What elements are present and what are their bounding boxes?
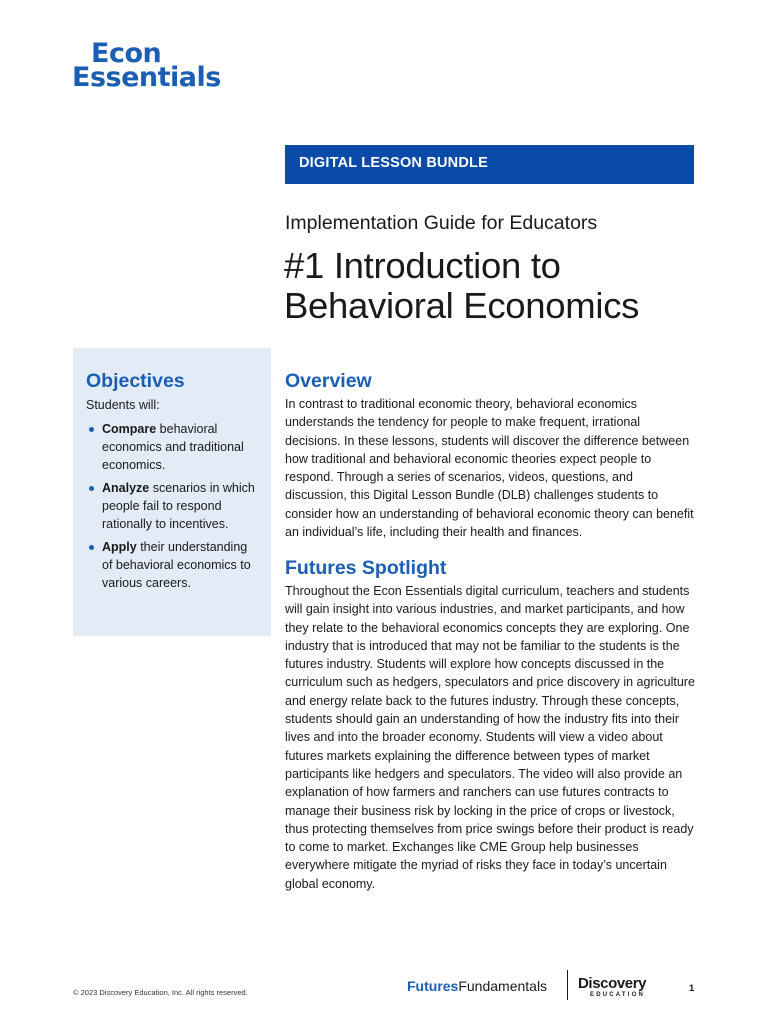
page-title-line-1: #1 Introduction to (284, 245, 561, 286)
discovery-logo-subtext: EDUCATION (590, 992, 646, 998)
futures-fundamentals-logo-part2: Fundamentals (458, 978, 548, 994)
copyright-notice: © 2023 Discovery Education, Inc. All rights reserved. (73, 988, 248, 997)
objective-verb: Compare (102, 422, 157, 436)
objective-verb: Apply (102, 540, 137, 554)
objectives-panel (73, 348, 271, 636)
logo-line-econ: Econ (91, 38, 162, 69)
objective-text: behavioral economics and traditional economics. (102, 422, 244, 472)
digital-lesson-bundle-banner (285, 145, 694, 184)
objectives-list (86, 420, 259, 592)
page-title (284, 246, 639, 326)
objective-item (86, 479, 259, 533)
objectives-intro: Students will: (86, 398, 160, 412)
footer-divider (567, 970, 568, 1000)
overview-heading: Overview (285, 370, 372, 392)
logo-line-essentials: Essentials (72, 62, 221, 93)
discovery-logo-wordmark: Discovery (578, 975, 647, 992)
banner-label: DIGITAL LESSON BUNDLE (299, 155, 488, 171)
objectives-heading: Objectives (86, 370, 185, 392)
futures-fundamentals-logo-part1: Futures (407, 978, 459, 994)
bullet-icon (89, 427, 94, 432)
page-subtitle: Implementation Guide for Educators (285, 212, 598, 234)
futures-fundamentals-logo (407, 978, 547, 994)
bullet-icon (89, 545, 94, 550)
objective-verb: Analyze (102, 481, 150, 495)
objective-text: scenarios in which people fail to respond rationally to incentives. (102, 481, 255, 531)
page-number: 1 (689, 983, 695, 994)
objective-item (86, 420, 259, 474)
objective-text: their understanding of behavioral economics to various careers. (102, 540, 251, 590)
discovery-education-logo (578, 976, 646, 998)
futures-spotlight-heading: Futures Spotlight (285, 557, 447, 579)
bullet-icon (89, 486, 94, 491)
futures-spotlight-body: Throughout the Econ Essentials digital curriculum, teachers and students will gain insight into various industries, and market participants, and how they relate to the behavioral economics concepts they are exploring. One industry that is introduced that may not be familiar to the students is the futures industry. Students will explore how concepts discussed in the curriculum such as hedgers, speculators and price discovery in agriculture and energy relate back to the futures industry. Through these concepts, students should gain an understanding of how the industry fits into their lives and into the broader economy. Students will view a video about futures markets explaining the difference between types of market participants like hedgers and speculators. The video will also provide an explanation of how farmers and ranchers can use futures contracts to manage their business risk by locking in the price of crops or livestock, thus protecting themselves from price swings before their product is ready to come to market. Exchanges like CME Group help businesses everywhere mitigate the myriad of risks they face in today’s uncertain global economy. (285, 584, 695, 891)
econ-essentials-logo (72, 40, 221, 91)
overview-body: In contrast to traditional economic theory, behavioral economics understands the tendency for people to make frequent, irrational decisions. In these lessons, students will discover the difference between how traditional and behavioral economic theories expect people to respond. Through a series of scenarios, videos, questions, and discussion, this Digital Lesson Bundle (DLB) challenges students to consider how an understanding of behavioral economic theory can benefit an individual’s life, including their health and finances. (285, 397, 694, 540)
page-title-line-2: Behavioral Economics (284, 285, 640, 326)
objective-item (86, 538, 259, 592)
